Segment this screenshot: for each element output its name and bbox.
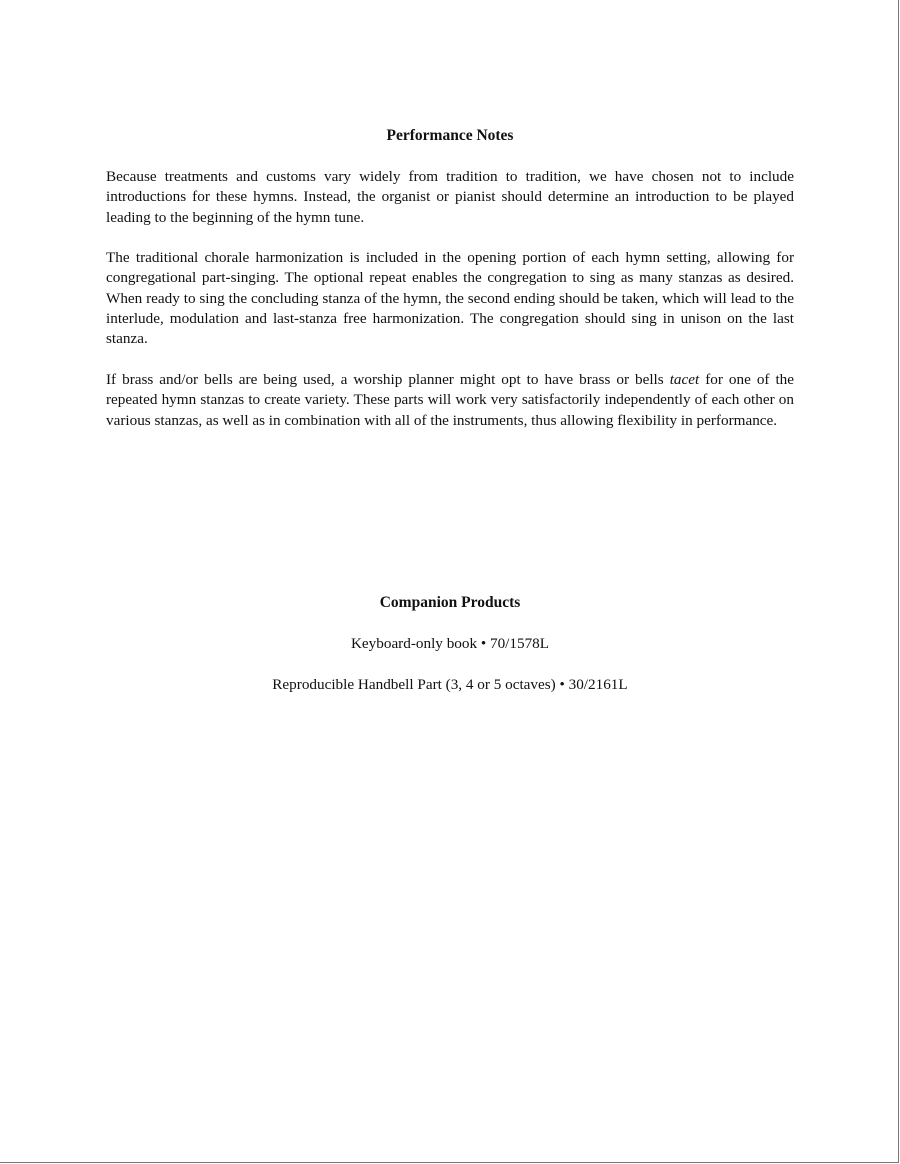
companion-product-item: Keyboard-only book • 70/1578L bbox=[350, 635, 550, 652]
paragraph-3-text-end: for one of the repeated hymn stanzas to create variety. These parts will work very satisfactorily independently of each other on various stanzas, as well as in combination with all of the instruments, thus allowing flexibility in performance. bbox=[106, 371, 795, 429]
performance-notes-paragraph-2: The traditional chorale harmonization is included in the opening portion of each hymn setting, allowing for congregational part-singing. The optional repeat enables the congregation to sing as many stanzas as desired. When ready to sing the concluding stanza of the hymn, the second ending should be taken, which will lead to the interlude, modulation and last-stanza free harmonization. The congregation should sing in unison on the last stanza. bbox=[106, 249, 794, 348]
companion-products-heading: Companion Products bbox=[379, 594, 521, 611]
paragraph-3-text-start: If brass and/or bells are being used, a worship planner might opt to have brass or bells bbox=[106, 371, 670, 388]
performance-notes-heading: Performance Notes bbox=[386, 127, 514, 144]
tacet-term: tacet bbox=[669, 371, 700, 388]
companion-product-item: Reproducible Handbell Part (3, 4 or 5 octaves) • 30/2161L bbox=[272, 676, 628, 693]
performance-notes-paragraph-3 bbox=[106, 370, 794, 431]
performance-notes-paragraph-1: Because treatments and customs vary widely from tradition to tradition, we have chosen not to include introductions for these hymns. Instead, the organist or pianist should determine an introduction to be played leading to the beginning of the hymn tune. bbox=[106, 168, 794, 226]
